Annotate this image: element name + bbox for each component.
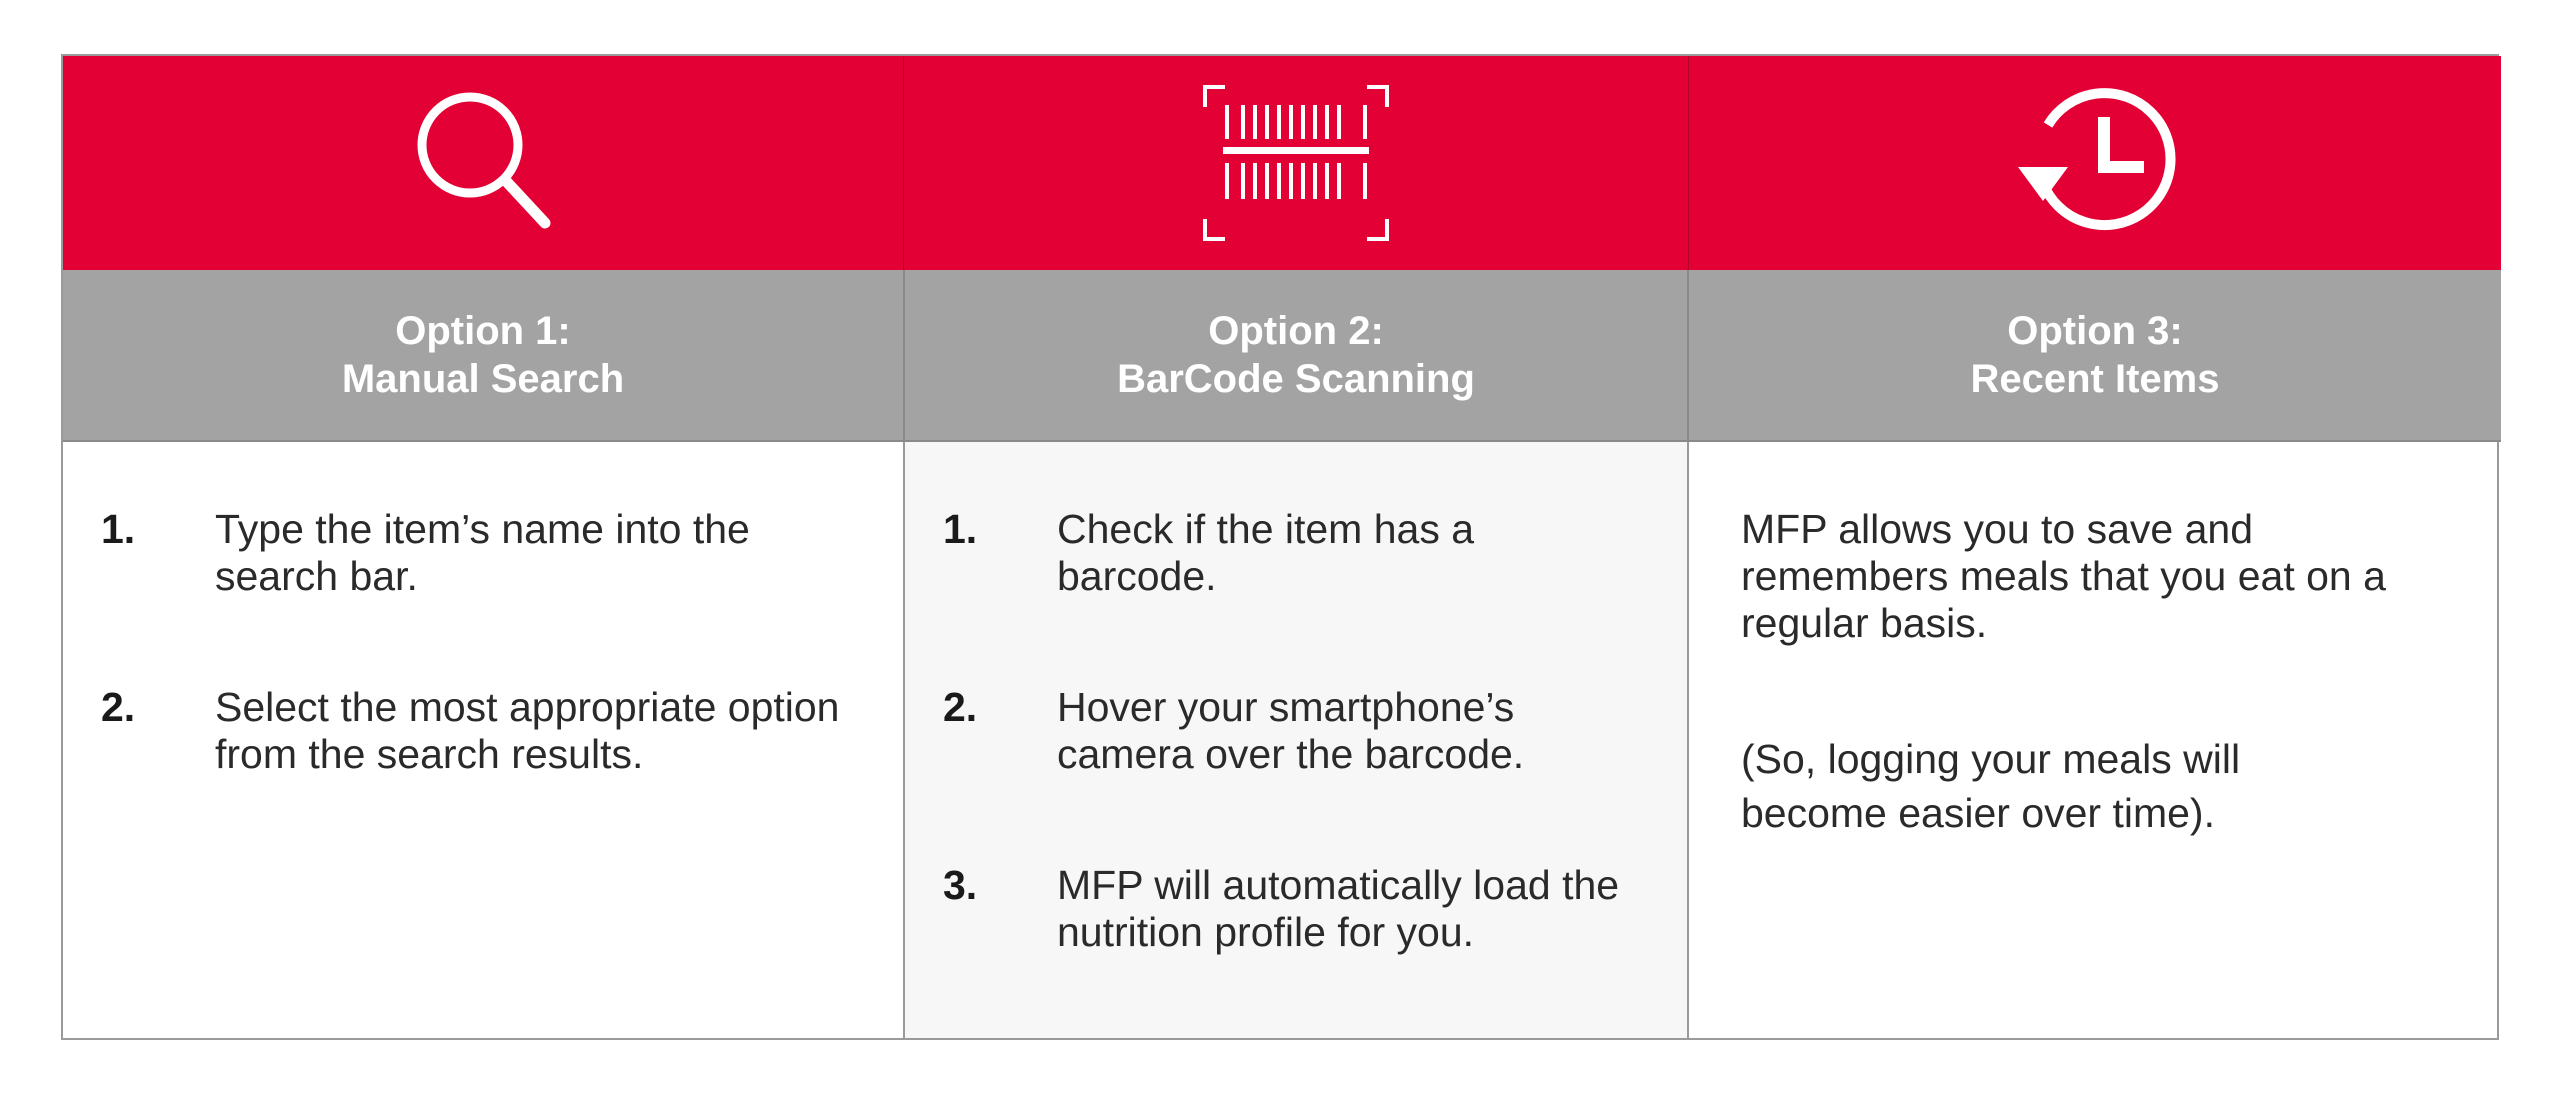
option-3-heading	[1689, 270, 2501, 442]
option-1-label: Option 1:	[395, 309, 571, 353]
step-number: 2.	[943, 684, 978, 730]
option-1-body	[63, 442, 903, 1038]
step-number: 1.	[943, 506, 978, 552]
step-text: Select the most appropriate option from the search results.	[215, 684, 840, 777]
option-3-icon-cell	[1689, 56, 2501, 270]
options-table	[61, 54, 2499, 1040]
option-2-label: Option 2:	[1208, 309, 1384, 353]
option-2-heading	[903, 270, 1689, 442]
step-text: Check if the item has a barcode.	[1057, 506, 1475, 599]
magnifying-glass-icon	[408, 83, 558, 243]
step-number: 3.	[943, 862, 978, 908]
step-number: 1.	[101, 506, 136, 552]
option-2-icon-cell	[903, 56, 1689, 270]
step-number: 2.	[101, 684, 136, 730]
step-text: MFP will automatically load the nutrition profile for you.	[1057, 862, 1620, 955]
barcode-scan-icon	[1201, 83, 1391, 243]
option-1-title: Manual Search	[341, 357, 625, 401]
option-3-label: Option 3:	[2007, 309, 2183, 353]
option-1-heading	[63, 270, 903, 442]
step-text: Hover your smartphone’s camera over the barcode.	[1057, 684, 1525, 777]
description-paragraph: MFP allows you to save and remembers meals that you eat on a regular basis.	[1741, 506, 2386, 646]
step-text: Type the item’s name into the search bar.	[215, 506, 750, 599]
option-3-body	[1689, 442, 2501, 1038]
history-clock-icon	[2010, 83, 2180, 243]
option-2-title: BarCode Scanning	[1117, 357, 1475, 401]
option-1-icon-cell	[63, 56, 903, 270]
option-2-body	[903, 442, 1689, 1038]
note-paragraph: (So, logging your meals will become easier over time).	[1741, 736, 2241, 836]
option-3-title: Recent Items	[1970, 357, 2220, 401]
